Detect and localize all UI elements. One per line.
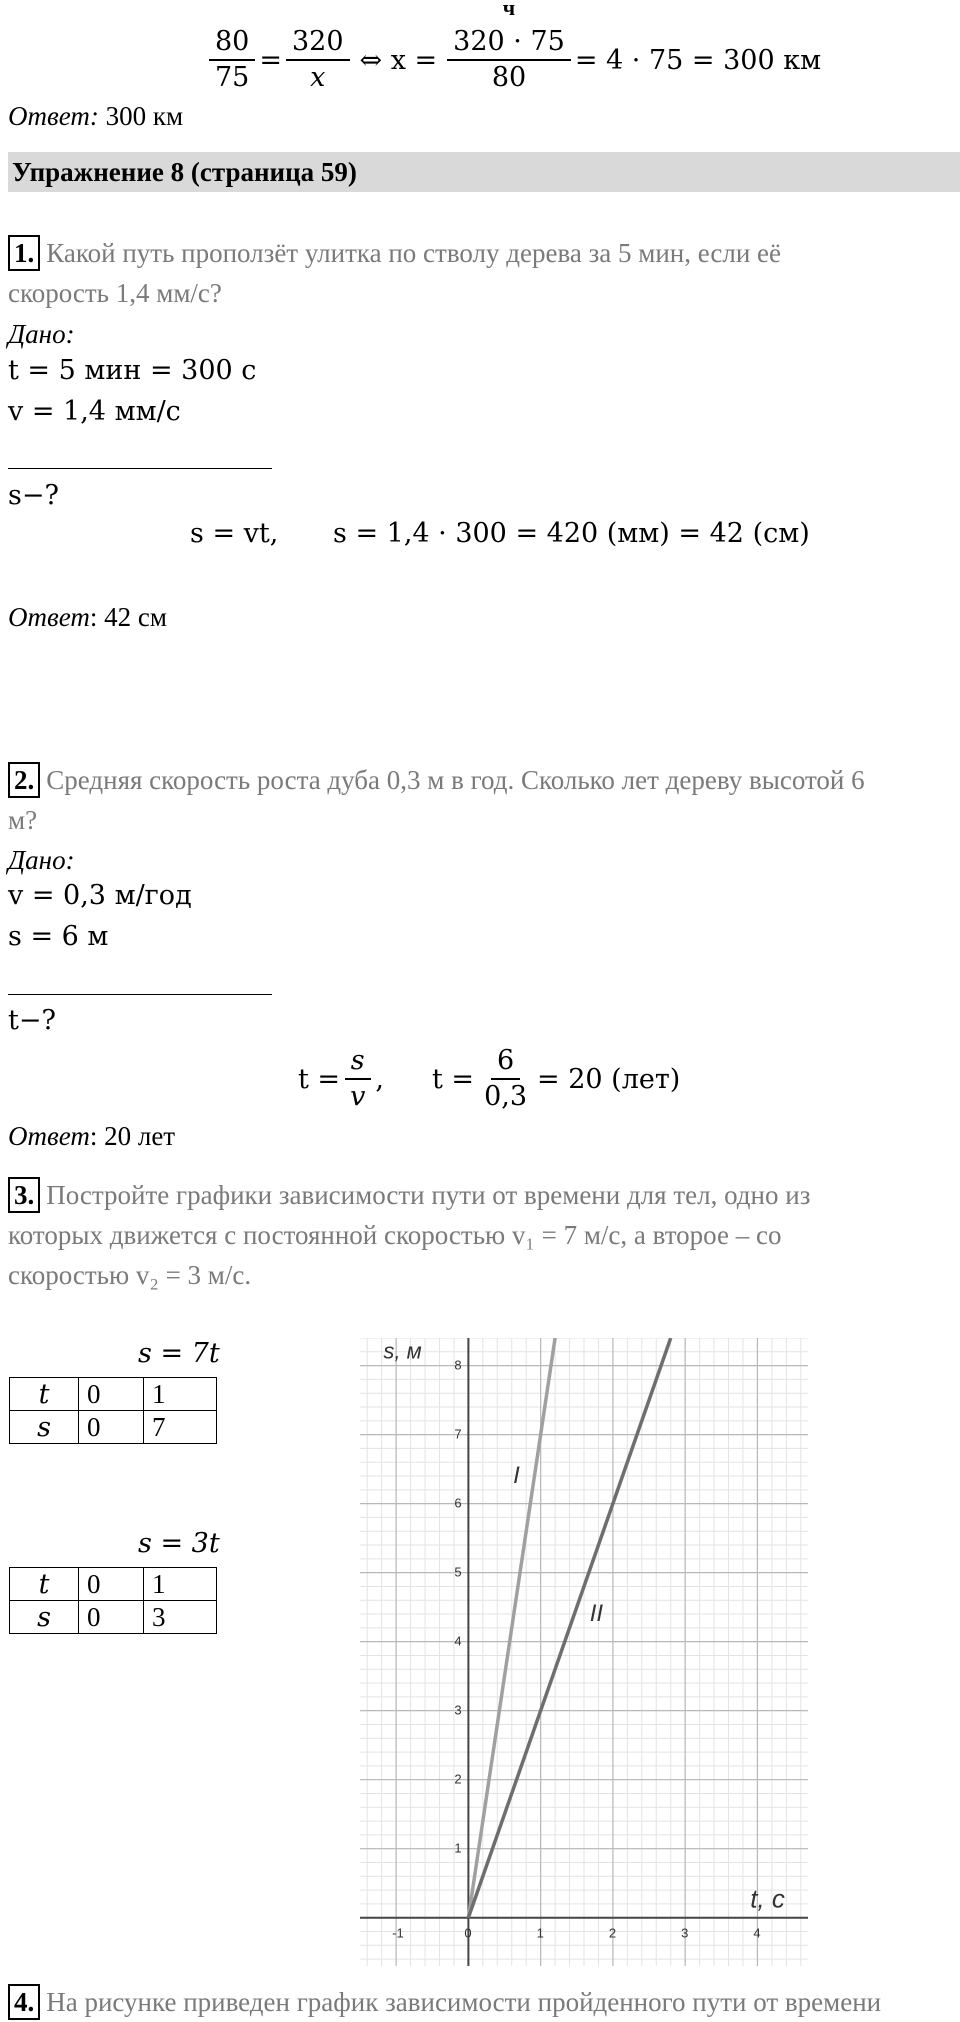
task4-question (8, 1982, 958, 2022)
fraction-unit-label: ч (502, 0, 516, 20)
x-tick-label: 0 (464, 1925, 472, 1941)
table-row (10, 1568, 217, 1601)
task2-number: 2. (8, 762, 40, 798)
fraction-320x75-80 (447, 0, 571, 95)
task1-calculation: s = 1,4 · 300 = 420 (мм) = 42 (см) (333, 518, 810, 549)
formula-lhs: t = (298, 1063, 341, 1095)
distance-time-graph (360, 1338, 808, 1966)
table-cell: s (10, 1411, 79, 1444)
task1-answer (8, 597, 167, 637)
task4-question-line1: На рисунке приведен график зависимости пройденного пути от времени (46, 1987, 882, 2017)
task1-given1: t = 5 мин = 300 с (8, 355, 257, 386)
task2-given1: v = 0,3 м/год (8, 880, 192, 911)
series-label-II: II (589, 1599, 604, 1627)
table-cell: 0 (79, 1601, 144, 1634)
table-cell: t (10, 1568, 79, 1601)
fraction-numerator: s (345, 1044, 371, 1080)
y-tick-label: 7 (454, 1426, 462, 1442)
task3-question-line1: Постройте графики зависимости пути от времени для тел, одно из (46, 1180, 811, 1210)
y-tick-label: 2 (454, 1771, 462, 1787)
equals-sign: = (259, 44, 282, 76)
y-tick-label: 8 (454, 1357, 462, 1373)
table-cell: 1 (144, 1568, 217, 1601)
task2-find: t−? (8, 1005, 56, 1036)
table-cell: t (10, 1378, 79, 1411)
task1-formula: s = vt, (190, 518, 279, 549)
table-row (10, 1378, 217, 1411)
x-tick-label: -1 (392, 1925, 404, 1941)
equation-result: = 4 · 75 = 300 км (574, 44, 822, 76)
task2-given2: s = 6 м (8, 921, 109, 952)
answer-value: : 20 лет (89, 1121, 176, 1151)
task1-given2: v = 1,4 мм/с (8, 396, 181, 427)
x-axis-label: t, c (750, 1883, 785, 1914)
task1-number: 1. (8, 235, 40, 271)
answer-label: Ответ (8, 1121, 90, 1151)
task2-answer (8, 1116, 175, 1156)
value-table-2 (9, 1567, 217, 1634)
y-tick-label: 1 (454, 1840, 462, 1856)
task2-given-label: Дано: (8, 845, 75, 875)
table-row (10, 1601, 217, 1634)
x-tick-label: 2 (608, 1925, 617, 1941)
fraction-numerator: 320 (286, 25, 350, 61)
formula-comma: , (375, 1063, 384, 1095)
task4-number: 4. (8, 1984, 40, 2020)
fraction-denominator: 80 (491, 62, 527, 93)
section-header-bar (8, 152, 960, 192)
fraction-denominator: x (310, 62, 326, 93)
fraction-denominator: 0,3 (484, 1081, 528, 1112)
task1-find: s−? (8, 480, 59, 511)
tick-labels (392, 1358, 761, 1941)
table-cell: 1 (144, 1378, 217, 1411)
table-row (10, 1411, 217, 1444)
answer-line (8, 96, 183, 136)
fraction-320-x (286, 25, 350, 95)
task1-given-label: Дано: (8, 319, 75, 349)
task3-question-line2: которых движется с постоянной скоростью v₁ = 7 м/с, а второе – со (8, 1220, 782, 1250)
x-tick-label: 1 (536, 1925, 544, 1941)
answer-value: 300 км (98, 101, 184, 131)
formula-fraction (344, 1044, 371, 1114)
fraction-numerator: 6 (491, 1044, 520, 1080)
fraction-denominator: v (350, 1081, 366, 1112)
table-cell: 3 (144, 1601, 217, 1634)
y-axis-label: s, м (383, 1338, 422, 1364)
table1-title: s = 7t (138, 1338, 220, 1369)
task2-question-line2: м? (8, 805, 38, 835)
task3-question-line3: скоростью v₂ = 3 м/с. (8, 1260, 252, 1290)
series-label-I: I (513, 1461, 520, 1489)
fraction-numerator: 80 (209, 25, 255, 61)
task2-formula (298, 1040, 384, 1118)
task2-question-line1: Средняя скорость роста дуба 0,3 м в год. Сколько лет дереву высотой 6 (46, 765, 865, 795)
value-table-1 (9, 1377, 217, 1444)
equivalence-expression: ⇔ x = (359, 44, 438, 76)
table-cell: 0 (79, 1378, 144, 1411)
table-cell: 0 (79, 1568, 144, 1601)
calc-result: = 20 (лет) (537, 1063, 681, 1095)
y-tick-label: 3 (454, 1702, 462, 1718)
task1-question-line2: скорость 1,4 мм/с? (8, 278, 222, 308)
calc-fraction (478, 1044, 533, 1114)
task1-question (8, 233, 953, 313)
answer-value: : 42 см (89, 602, 167, 632)
task1-divider (8, 468, 272, 469)
x-tick-label: 3 (681, 1925, 689, 1941)
task1-question-line1: Какой путь проползёт улитка по стволу дерева за 5 мин, если её (46, 238, 781, 268)
task2-question (8, 760, 958, 840)
answer-label: Ответ (8, 602, 90, 632)
y-tick-label: 4 (454, 1633, 462, 1649)
calc-lhs: t = (432, 1063, 475, 1095)
fraction-80-75 (209, 25, 255, 95)
y-tick-label: 5 (454, 1564, 462, 1580)
task3-question (8, 1175, 958, 1295)
task2-calculation (432, 1040, 680, 1118)
grid-minor-lines (360, 1338, 808, 1966)
section-header: Упражнение 8 (страница 59) (12, 157, 357, 187)
fraction-denominator: 75 (215, 62, 250, 93)
table-cell: s (10, 1601, 79, 1634)
answer-label: Ответ: (8, 101, 99, 131)
y-tick-label: 6 (454, 1495, 462, 1511)
task2-divider (8, 994, 272, 995)
top-equation (205, 0, 822, 100)
table-cell: 0 (79, 1411, 144, 1444)
table-cell: 7 (144, 1411, 217, 1444)
fraction-numerator: 320 · 75 (447, 25, 571, 61)
task3-number: 3. (8, 1177, 40, 1213)
x-tick-label: 4 (753, 1925, 761, 1941)
table2-title: s = 3t (138, 1528, 220, 1559)
